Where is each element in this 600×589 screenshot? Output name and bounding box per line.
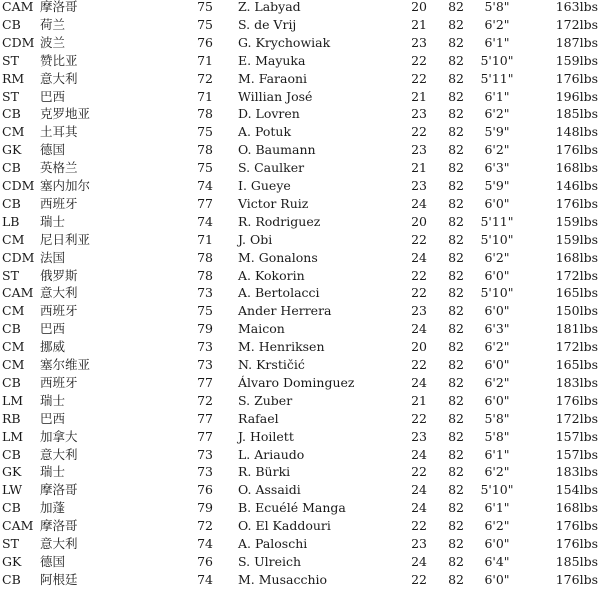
table-row <box>0 410 600 428</box>
nationality-cell: 克罗地亚 <box>40 106 91 122</box>
weight-cell: 176lbs <box>555 70 598 86</box>
player-name-cell: Ander Herrera <box>238 303 332 319</box>
overall-rating-cell: 72 <box>197 518 213 534</box>
height-cell: 5'10" <box>480 285 514 301</box>
age-cell: 22 <box>411 357 427 372</box>
height-cell: 5'9" <box>484 178 510 193</box>
player-name-cell: M. Faraoni <box>238 70 308 86</box>
potential-rating-cell: 82 <box>448 34 464 50</box>
potential-rating-cell: 82 <box>448 357 464 372</box>
potential-rating-cell: 82 <box>448 392 464 408</box>
player-name-cell: M. Musacchio <box>238 571 328 587</box>
overall-rating-cell: 76 <box>197 482 213 498</box>
overall-rating-cell: 72 <box>197 392 213 408</box>
table-row <box>0 177 600 195</box>
height-cell: 6'2" <box>484 518 510 534</box>
height-cell: 6'4" <box>484 553 510 569</box>
player-name-cell: Álvaro Dominguez <box>238 374 355 390</box>
potential-rating-cell: 82 <box>448 446 464 462</box>
potential-rating-cell: 82 <box>448 374 464 390</box>
potential-rating-cell: 82 <box>448 16 464 32</box>
table-row <box>0 374 600 392</box>
weight-cell: 157lbs <box>555 446 598 462</box>
height-cell: 5'8" <box>484 0 510 14</box>
height-cell: 6'2" <box>484 374 510 390</box>
overall-rating-cell: 73 <box>197 285 213 301</box>
age-cell: 22 <box>411 267 427 283</box>
player-name-cell: O. Baumann <box>238 142 316 158</box>
overall-rating-cell: 75 <box>197 303 213 319</box>
player-name-cell: D. Lovren <box>238 106 300 122</box>
position-cell: ST <box>2 267 19 283</box>
potential-rating-cell: 82 <box>448 500 464 516</box>
overall-rating-cell: 74 <box>197 178 213 193</box>
overall-rating-cell: 78 <box>197 267 213 283</box>
weight-cell: 168lbs <box>555 500 598 516</box>
height-cell: 6'0" <box>484 536 510 551</box>
table-row <box>0 553 600 571</box>
table-row <box>0 267 600 285</box>
position-cell: CDM <box>2 34 35 50</box>
player-name-cell: S. Ulreich <box>238 553 302 569</box>
age-cell: 22 <box>411 464 427 480</box>
weight-cell: 176lbs <box>555 571 598 587</box>
table-row <box>0 159 600 177</box>
table-row <box>0 338 600 356</box>
player-name-cell: O. El Kaddouri <box>238 518 331 534</box>
age-cell: 22 <box>411 124 427 140</box>
age-cell: 24 <box>411 195 427 211</box>
player-name-cell: Rafael <box>238 410 279 426</box>
overall-rating-cell: 79 <box>197 500 213 516</box>
player-name-cell: Victor Ruiz <box>238 195 309 211</box>
height-cell: 6'0" <box>484 357 510 372</box>
weight-cell: 176lbs <box>555 392 598 408</box>
height-cell: 6'2" <box>484 16 510 32</box>
nationality-cell: 摩洛哥 <box>40 0 78 14</box>
age-cell: 23 <box>411 106 427 122</box>
height-cell: 5'10" <box>480 52 514 68</box>
age-cell: 20 <box>411 213 427 229</box>
age-cell: 23 <box>411 303 427 319</box>
potential-rating-cell: 82 <box>448 536 464 551</box>
table-row <box>0 0 600 16</box>
overall-rating-cell: 73 <box>197 357 213 372</box>
nationality-cell: 意大利 <box>40 285 78 301</box>
position-cell: RM <box>2 70 25 86</box>
position-cell: CB <box>2 446 21 462</box>
nationality-cell: 塞内加尔 <box>40 178 91 193</box>
potential-rating-cell: 82 <box>448 518 464 534</box>
height-cell: 6'3" <box>484 160 510 176</box>
player-name-cell: R. Bürki <box>238 464 291 480</box>
table-row <box>0 320 600 338</box>
position-cell: GK <box>2 553 22 569</box>
nationality-cell: 巴西 <box>40 321 66 337</box>
age-cell: 23 <box>411 536 427 551</box>
age-cell: 23 <box>411 428 427 444</box>
age-cell: 21 <box>411 160 427 176</box>
age-cell: 21 <box>411 392 427 408</box>
nationality-cell: 巴西 <box>40 88 66 104</box>
weight-cell: 165lbs <box>555 285 598 301</box>
player-name-cell: Z. Labyad <box>238 0 301 14</box>
age-cell: 24 <box>411 321 427 337</box>
potential-rating-cell: 82 <box>448 124 464 140</box>
nationality-cell: 波兰 <box>40 34 66 50</box>
potential-rating-cell: 82 <box>448 321 464 337</box>
weight-cell: 172lbs <box>555 410 598 426</box>
height-cell: 6'1" <box>484 446 510 462</box>
position-cell: CB <box>2 160 21 176</box>
age-cell: 22 <box>411 52 427 68</box>
nationality-cell: 法国 <box>40 249 66 265</box>
potential-rating-cell: 82 <box>448 339 464 355</box>
table-row <box>0 195 600 213</box>
age-cell: 22 <box>411 285 427 301</box>
weight-cell: 159lbs <box>555 231 598 247</box>
weight-cell: 172lbs <box>555 16 598 32</box>
table-row <box>0 571 600 589</box>
overall-rating-cell: 77 <box>197 195 213 211</box>
height-cell: 6'0" <box>484 267 510 283</box>
table-row <box>0 481 600 499</box>
nationality-cell: 意大利 <box>40 446 78 462</box>
player-name-cell: A. Potuk <box>238 124 292 140</box>
nationality-cell: 西班牙 <box>40 374 78 390</box>
table-row <box>0 213 600 231</box>
position-cell: LM <box>2 428 24 444</box>
player-name-cell: J. Hoilett <box>238 428 294 444</box>
player-name-cell: A. Paloschi <box>238 536 308 551</box>
position-cell: CM <box>2 303 25 319</box>
potential-rating-cell: 82 <box>448 88 464 104</box>
player-name-cell: S. Caulker <box>238 160 305 176</box>
player-name-cell: N. Krstičić <box>238 357 305 372</box>
player-name-cell: A. Kokorin <box>238 267 305 283</box>
overall-rating-cell: 73 <box>197 446 213 462</box>
table-row <box>0 392 600 410</box>
potential-rating-cell: 82 <box>448 52 464 68</box>
weight-cell: 150lbs <box>555 303 598 319</box>
weight-cell: 187lbs <box>555 34 598 50</box>
position-cell: CM <box>2 231 25 247</box>
position-cell: CB <box>2 374 21 390</box>
height-cell: 6'0" <box>484 392 510 408</box>
weight-cell: 148lbs <box>555 124 598 140</box>
age-cell: 22 <box>411 518 427 534</box>
height-cell: 6'1" <box>484 88 510 104</box>
height-cell: 6'1" <box>484 500 510 516</box>
table-row <box>0 123 600 141</box>
age-cell: 22 <box>411 410 427 426</box>
position-cell: CB <box>2 16 21 32</box>
potential-rating-cell: 82 <box>448 249 464 265</box>
overall-rating-cell: 71 <box>197 52 213 68</box>
player-name-cell: R. Rodriguez <box>238 213 321 229</box>
table-row <box>0 517 600 535</box>
player-name-cell: L. Ariaudo <box>238 446 305 462</box>
height-cell: 6'2" <box>484 249 510 265</box>
position-cell: CAM <box>2 518 34 534</box>
table-row <box>0 356 600 374</box>
nationality-cell: 挪威 <box>40 339 66 355</box>
potential-rating-cell: 82 <box>448 482 464 498</box>
nationality-cell: 瑞士 <box>40 213 66 229</box>
height-cell: 6'1" <box>484 34 510 50</box>
nationality-cell: 瑞士 <box>40 392 66 408</box>
age-cell: 22 <box>411 231 427 247</box>
potential-rating-cell: 82 <box>448 160 464 176</box>
table-row <box>0 499 600 517</box>
player-name-cell: G. Krychowiak <box>238 34 331 50</box>
age-cell: 24 <box>411 553 427 569</box>
weight-cell: 157lbs <box>555 428 598 444</box>
table-row <box>0 52 600 70</box>
nationality-cell: 瑞士 <box>40 464 66 480</box>
table-row <box>0 249 600 267</box>
age-cell: 21 <box>411 16 427 32</box>
position-cell: CB <box>2 500 21 516</box>
player-name-cell: I. Gueye <box>238 178 291 193</box>
player-name-cell: E. Mayuka <box>238 52 306 68</box>
nationality-cell: 意大利 <box>40 70 78 86</box>
overall-rating-cell: 78 <box>197 142 213 158</box>
overall-rating-cell: 75 <box>197 0 213 14</box>
overall-rating-cell: 78 <box>197 106 213 122</box>
position-cell: CB <box>2 195 21 211</box>
age-cell: 24 <box>411 374 427 390</box>
position-cell: LB <box>2 213 20 229</box>
potential-rating-cell: 82 <box>448 0 464 14</box>
player-name-cell: Willian José <box>238 88 313 104</box>
weight-cell: 159lbs <box>555 213 598 229</box>
nationality-cell: 西班牙 <box>40 303 78 319</box>
nationality-cell: 土耳其 <box>40 124 78 140</box>
position-cell: CAM <box>2 285 34 301</box>
height-cell: 6'2" <box>484 106 510 122</box>
overall-rating-cell: 71 <box>197 231 213 247</box>
nationality-cell: 西班牙 <box>40 195 78 211</box>
weight-cell: 176lbs <box>555 518 598 534</box>
height-cell: 6'2" <box>484 142 510 158</box>
age-cell: 23 <box>411 142 427 158</box>
position-cell: CM <box>2 339 25 355</box>
player-name-cell: B. Ecuélé Manga <box>238 500 346 516</box>
weight-cell: 154lbs <box>555 482 598 498</box>
weight-cell: 183lbs <box>555 464 598 480</box>
potential-rating-cell: 82 <box>448 553 464 569</box>
table-row <box>0 231 600 249</box>
overall-rating-cell: 73 <box>197 464 213 480</box>
player-name-cell: S. Zuber <box>238 392 293 408</box>
weight-cell: 168lbs <box>555 249 598 265</box>
weight-cell: 196lbs <box>555 88 598 104</box>
age-cell: 22 <box>411 571 427 587</box>
age-cell: 20 <box>411 339 427 355</box>
table-row <box>0 141 600 159</box>
weight-cell: 176lbs <box>555 536 598 551</box>
potential-rating-cell: 82 <box>448 70 464 86</box>
height-cell: 6'0" <box>484 571 510 587</box>
table-row <box>0 446 600 464</box>
nationality-cell: 俄罗斯 <box>40 267 78 283</box>
player-name-cell: M. Henriksen <box>238 339 325 355</box>
height-cell: 5'8" <box>484 410 510 426</box>
overall-rating-cell: 77 <box>197 374 213 390</box>
position-cell: CDM <box>2 249 35 265</box>
overall-rating-cell: 79 <box>197 321 213 337</box>
weight-cell: 185lbs <box>555 553 598 569</box>
player-name-cell: A. Bertolacci <box>238 285 320 301</box>
height-cell: 5'10" <box>480 231 514 247</box>
overall-rating-cell: 74 <box>197 571 213 587</box>
position-cell: ST <box>2 52 19 68</box>
overall-rating-cell: 75 <box>197 124 213 140</box>
nationality-cell: 摩洛哥 <box>40 518 78 534</box>
table-row <box>0 463 600 481</box>
player-name-cell: O. Assaidi <box>238 482 301 498</box>
nationality-cell: 荷兰 <box>40 16 66 32</box>
overall-rating-cell: 76 <box>197 34 213 50</box>
height-cell: 6'0" <box>484 195 510 211</box>
overall-rating-cell: 73 <box>197 339 213 355</box>
position-cell: LW <box>2 482 23 498</box>
table-row <box>0 88 600 106</box>
position-cell: CM <box>2 357 25 372</box>
weight-cell: 172lbs <box>555 267 598 283</box>
height-cell: 6'2" <box>484 464 510 480</box>
overall-rating-cell: 76 <box>197 553 213 569</box>
potential-rating-cell: 82 <box>448 303 464 319</box>
potential-rating-cell: 82 <box>448 571 464 587</box>
position-cell: CB <box>2 106 21 122</box>
overall-rating-cell: 74 <box>197 536 213 551</box>
nationality-cell: 赞比亚 <box>40 52 78 68</box>
player-name-cell: Maicon <box>238 321 285 337</box>
table-row <box>0 105 600 123</box>
nationality-cell: 意大利 <box>40 536 78 551</box>
potential-rating-cell: 82 <box>448 410 464 426</box>
table-row <box>0 16 600 34</box>
age-cell: 21 <box>411 88 427 104</box>
player-name-cell: S. de Vrij <box>238 16 297 32</box>
age-cell: 23 <box>411 34 427 50</box>
position-cell: RB <box>2 410 21 426</box>
weight-cell: 181lbs <box>555 321 598 337</box>
player-name-cell: J. Obi <box>238 231 273 247</box>
potential-rating-cell: 82 <box>448 285 464 301</box>
position-cell: CDM <box>2 178 35 193</box>
weight-cell: 146lbs <box>555 178 598 193</box>
height-cell: 6'0" <box>484 303 510 319</box>
weight-cell: 163lbs <box>555 0 598 14</box>
overall-rating-cell: 75 <box>197 160 213 176</box>
nationality-cell: 英格兰 <box>40 160 78 176</box>
height-cell: 5'11" <box>480 70 514 86</box>
weight-cell: 168lbs <box>555 160 598 176</box>
table-row <box>0 428 600 446</box>
position-cell: ST <box>2 536 19 551</box>
height-cell: 6'2" <box>484 339 510 355</box>
table-row <box>0 70 600 88</box>
potential-rating-cell: 82 <box>448 267 464 283</box>
nationality-cell: 加蓬 <box>40 500 66 516</box>
age-cell: 20 <box>411 0 427 14</box>
age-cell: 23 <box>411 178 427 193</box>
potential-rating-cell: 82 <box>448 464 464 480</box>
potential-rating-cell: 82 <box>448 106 464 122</box>
table-row <box>0 535 600 553</box>
age-cell: 24 <box>411 500 427 516</box>
position-cell: LM <box>2 392 24 408</box>
nationality-cell: 尼日利亚 <box>40 231 91 247</box>
potential-rating-cell: 82 <box>448 178 464 193</box>
age-cell: 24 <box>411 446 427 462</box>
potential-rating-cell: 82 <box>448 231 464 247</box>
height-cell: 5'9" <box>484 124 510 140</box>
weight-cell: 165lbs <box>555 357 598 372</box>
table-row <box>0 284 600 302</box>
player-name-cell: M. Gonalons <box>238 249 318 265</box>
weight-cell: 159lbs <box>555 52 598 68</box>
position-cell: GK <box>2 464 22 480</box>
potential-rating-cell: 82 <box>448 142 464 158</box>
overall-rating-cell: 74 <box>197 213 213 229</box>
position-cell: CM <box>2 124 25 140</box>
potential-rating-cell: 82 <box>448 428 464 444</box>
weight-cell: 172lbs <box>555 339 598 355</box>
position-cell: CB <box>2 321 21 337</box>
nationality-cell: 阿根廷 <box>40 571 78 587</box>
overall-rating-cell: 77 <box>197 410 213 426</box>
nationality-cell: 加拿大 <box>40 428 78 444</box>
height-cell: 5'11" <box>480 213 514 229</box>
overall-rating-cell: 78 <box>197 249 213 265</box>
overall-rating-cell: 72 <box>197 70 213 86</box>
position-cell: ST <box>2 88 19 104</box>
overall-rating-cell: 71 <box>197 88 213 104</box>
position-cell: CAM <box>2 0 34 14</box>
table-row <box>0 34 600 52</box>
table-row <box>0 302 600 320</box>
age-cell: 24 <box>411 249 427 265</box>
overall-rating-cell: 77 <box>197 428 213 444</box>
potential-rating-cell: 82 <box>448 195 464 211</box>
nationality-cell: 德国 <box>40 553 66 569</box>
height-cell: 5'8" <box>484 428 510 444</box>
potential-rating-cell: 82 <box>448 213 464 229</box>
position-cell: GK <box>2 142 22 158</box>
nationality-cell: 德国 <box>40 142 66 158</box>
weight-cell: 176lbs <box>555 142 598 158</box>
height-cell: 6'3" <box>484 321 510 337</box>
nationality-cell: 塞尔维亚 <box>40 357 91 372</box>
weight-cell: 183lbs <box>555 374 598 390</box>
position-cell: CB <box>2 571 21 587</box>
weight-cell: 185lbs <box>555 106 598 122</box>
age-cell: 24 <box>411 482 427 498</box>
nationality-cell: 摩洛哥 <box>40 482 78 498</box>
overall-rating-cell: 75 <box>197 16 213 32</box>
age-cell: 22 <box>411 70 427 86</box>
weight-cell: 176lbs <box>555 195 598 211</box>
nationality-cell: 巴西 <box>40 410 66 426</box>
height-cell: 5'10" <box>480 482 514 498</box>
